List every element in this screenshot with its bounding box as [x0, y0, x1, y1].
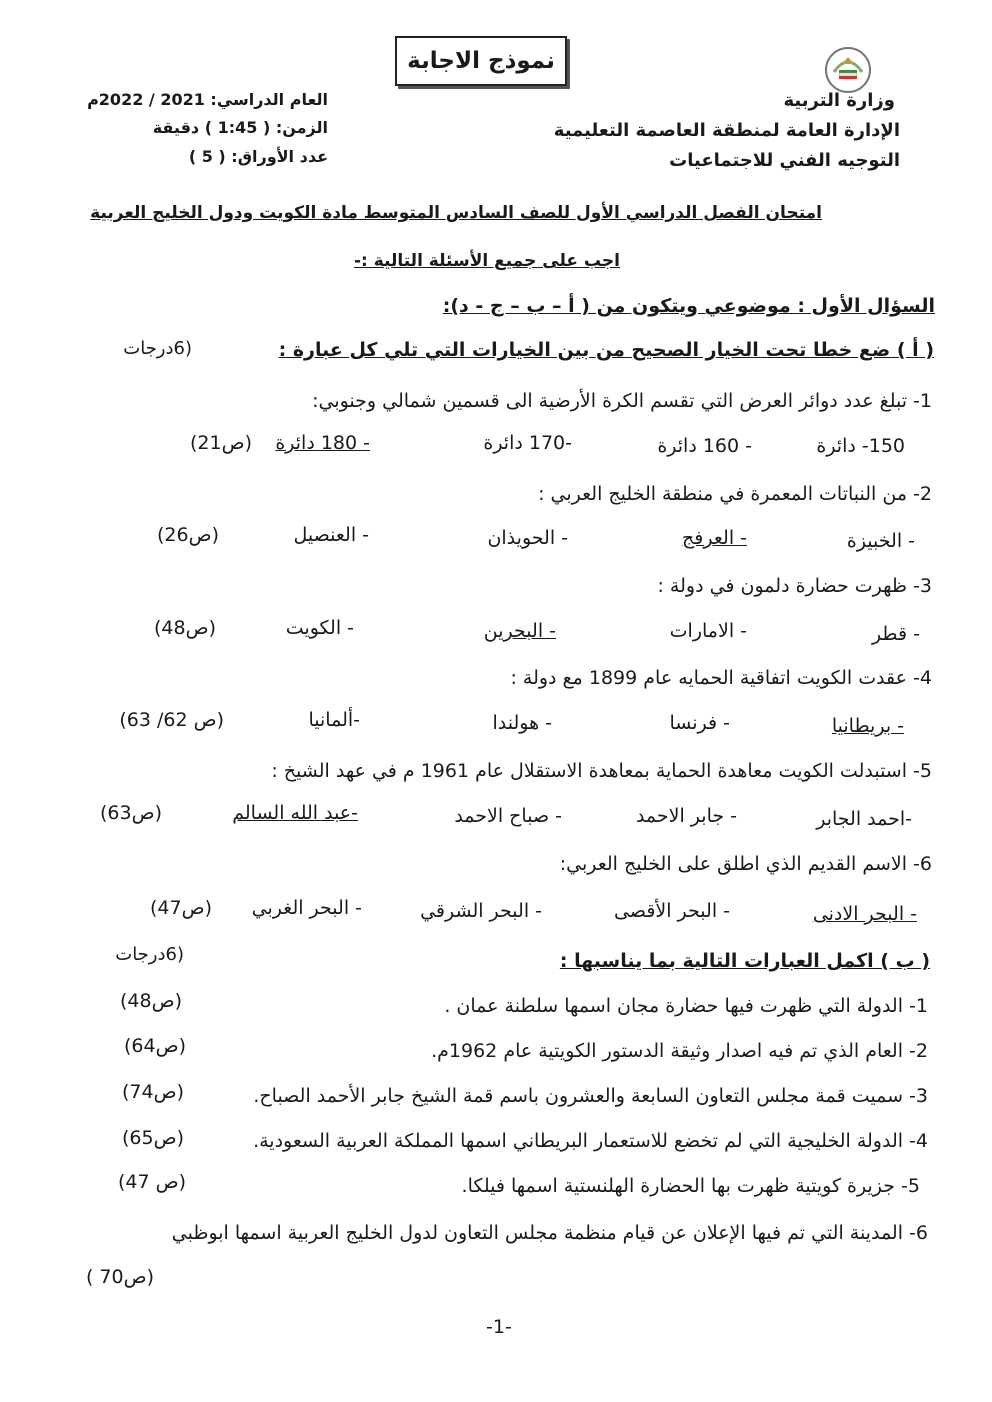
- q4-option-3: - هولندا: [492, 712, 552, 734]
- q5-option-1: -احمد الجابر: [816, 808, 912, 830]
- answer-model-title: نموذج الاجابة: [395, 36, 567, 86]
- q3-option-1: - قطر: [871, 623, 920, 645]
- q6-option-2: - البحر الأقصى: [614, 900, 730, 922]
- q6-page-ref: (ص47): [150, 897, 212, 919]
- instruction: اجب على جميع الأسئلة التالية :-: [353, 251, 620, 271]
- q1-page-ref: (ص21): [190, 432, 252, 454]
- q2-option-3: - الحويذان: [487, 527, 568, 549]
- completion-6: 6- المدينة التي تم فيها الإعلان عن قيام منظمة مجلس التعاون لدول الخليج العربية اسمها ابوظبي: [171, 1222, 928, 1244]
- q4-option-1-correct: - بريطانيا: [831, 715, 904, 737]
- ministry-name: وزارة التربية: [783, 90, 895, 111]
- q4-option-4: -ألمانيا: [308, 709, 360, 731]
- part-b-title: ( ب ) اكمل العبارات التالية بما يناسبها :: [559, 950, 930, 972]
- academic-year: العام الدراسي: 2021 / 2022م: [87, 90, 328, 109]
- q3-page-ref: (ص48): [154, 617, 216, 639]
- q3-option-4: - الكويت: [285, 617, 354, 639]
- question-5: 5- استبدلت الكويت معاهدة الحماية بمعاهدة الاستقلال عام 1961 م في عهد الشيخ :: [271, 760, 932, 782]
- completion-3: 3- سميت قمة مجلس التعاون السابعة والعشرون باسم قمة الشيخ جابر الأحمد الصباح.: [253, 1085, 928, 1107]
- q5-page-ref: (ص63): [100, 802, 162, 824]
- q1-option-4-correct: - 180 دائرة: [275, 432, 370, 454]
- exam-title: امتحان الفصل الدراسي الأول للصف السادس المتوسط مادة الكويت ودول الخليج العربية: [90, 203, 822, 223]
- question-4: 4- عقدت الكويت اتفاقية الحمايه عام 1899 مع دولة :: [510, 667, 932, 689]
- department-name: التوجيه الفني للاجتماعيات: [669, 150, 900, 171]
- q1-option-1: 150- دائرة: [816, 435, 905, 457]
- question-3: 3- ظهرت حضارة دلمون في دولة :: [657, 575, 932, 597]
- completion-1: 1- الدولة التي ظهرت فيها حضارة مجان اسمها سلطنة عمان .: [444, 995, 928, 1017]
- q2-option-2-correct: - العرفج: [682, 527, 747, 549]
- q2-option-4: - العنصيل: [293, 524, 369, 546]
- completion-5: 5- جزيرة كويتية ظهرت بها الحضارة الهلنستية اسمها فيلكا.: [461, 1175, 920, 1197]
- q5-option-3: - صباح الاحمد: [454, 805, 562, 827]
- q4-page-ref: (ص 62/ 63): [119, 709, 224, 731]
- completion-3-ref: (ص74): [122, 1081, 184, 1103]
- part-a-degrees: (6درجات: [123, 338, 192, 359]
- q2-option-1: - الخبيزة: [846, 530, 915, 552]
- question-2: 2- من النباتات المعمرة في منطقة الخليج العربي :: [538, 483, 932, 505]
- part-b-degrees: (6درجات: [115, 944, 184, 965]
- q3-option-3-correct: - البحرين: [483, 620, 556, 642]
- directorate-name: الإدارة العامة لمنطقة العاصمة التعليمية: [553, 120, 900, 141]
- part-a-title: ( أ ) ضع خطا تحت الخيار الصحيح من بين الخيارات التي تلي كل عبارة :: [278, 339, 934, 361]
- completion-1-ref: (ص48): [120, 990, 182, 1012]
- q6-option-3: - البحر الشرقي: [420, 900, 542, 922]
- ministry-emblem-icon: [822, 44, 874, 96]
- completion-4-ref: (ص65): [122, 1127, 184, 1149]
- q1-option-3: -170 دائرة: [483, 432, 572, 454]
- completion-2: 2- العام الذي تم فيه اصدار وثيقة الدستور الكويتية عام 1962م.: [431, 1040, 928, 1062]
- exam-time: الزمن: ( 1:45 ) دقيقة: [152, 118, 328, 137]
- question-6: 6- الاسم القديم الذي اطلق على الخليج العربي:: [559, 853, 932, 875]
- q1-option-2: - 160 دائرة: [657, 435, 752, 457]
- q6-option-1-correct: - البحر الادنى: [812, 903, 917, 925]
- completion-5-ref: (ص 47): [117, 1171, 186, 1193]
- q2-page-ref: (ص26): [157, 524, 219, 546]
- q5-option-4-correct: -عبد الله السالم: [232, 802, 358, 824]
- page-number: -1-: [486, 1316, 512, 1338]
- completion-2-ref: (ص64): [124, 1035, 186, 1057]
- q6-option-4: - البحر الغربي: [251, 897, 362, 919]
- page-count: عدد الأوراق: ( 5 ): [188, 147, 328, 166]
- q3-option-2: - الامارات: [669, 620, 747, 642]
- question-1: 1- تبلغ عدد دوائر العرض التي تقسم الكرة الأرضية الى قسمين شمالي وجنوبي:: [312, 390, 932, 412]
- completion-6-ref: (ص70 ): [85, 1266, 154, 1288]
- completion-4: 4- الدولة الخليجية التي لم تخضع للاستعمار البريطاني اسمها المملكة العربية السعودية.: [253, 1130, 928, 1152]
- q4-option-2: - فرنسا: [669, 712, 730, 734]
- question-one-title: السؤال الأول : موضوعي ويتكون من ( أ – ب – ج - د):: [442, 295, 935, 317]
- q5-option-2: - جابر الاحمد: [635, 805, 737, 827]
